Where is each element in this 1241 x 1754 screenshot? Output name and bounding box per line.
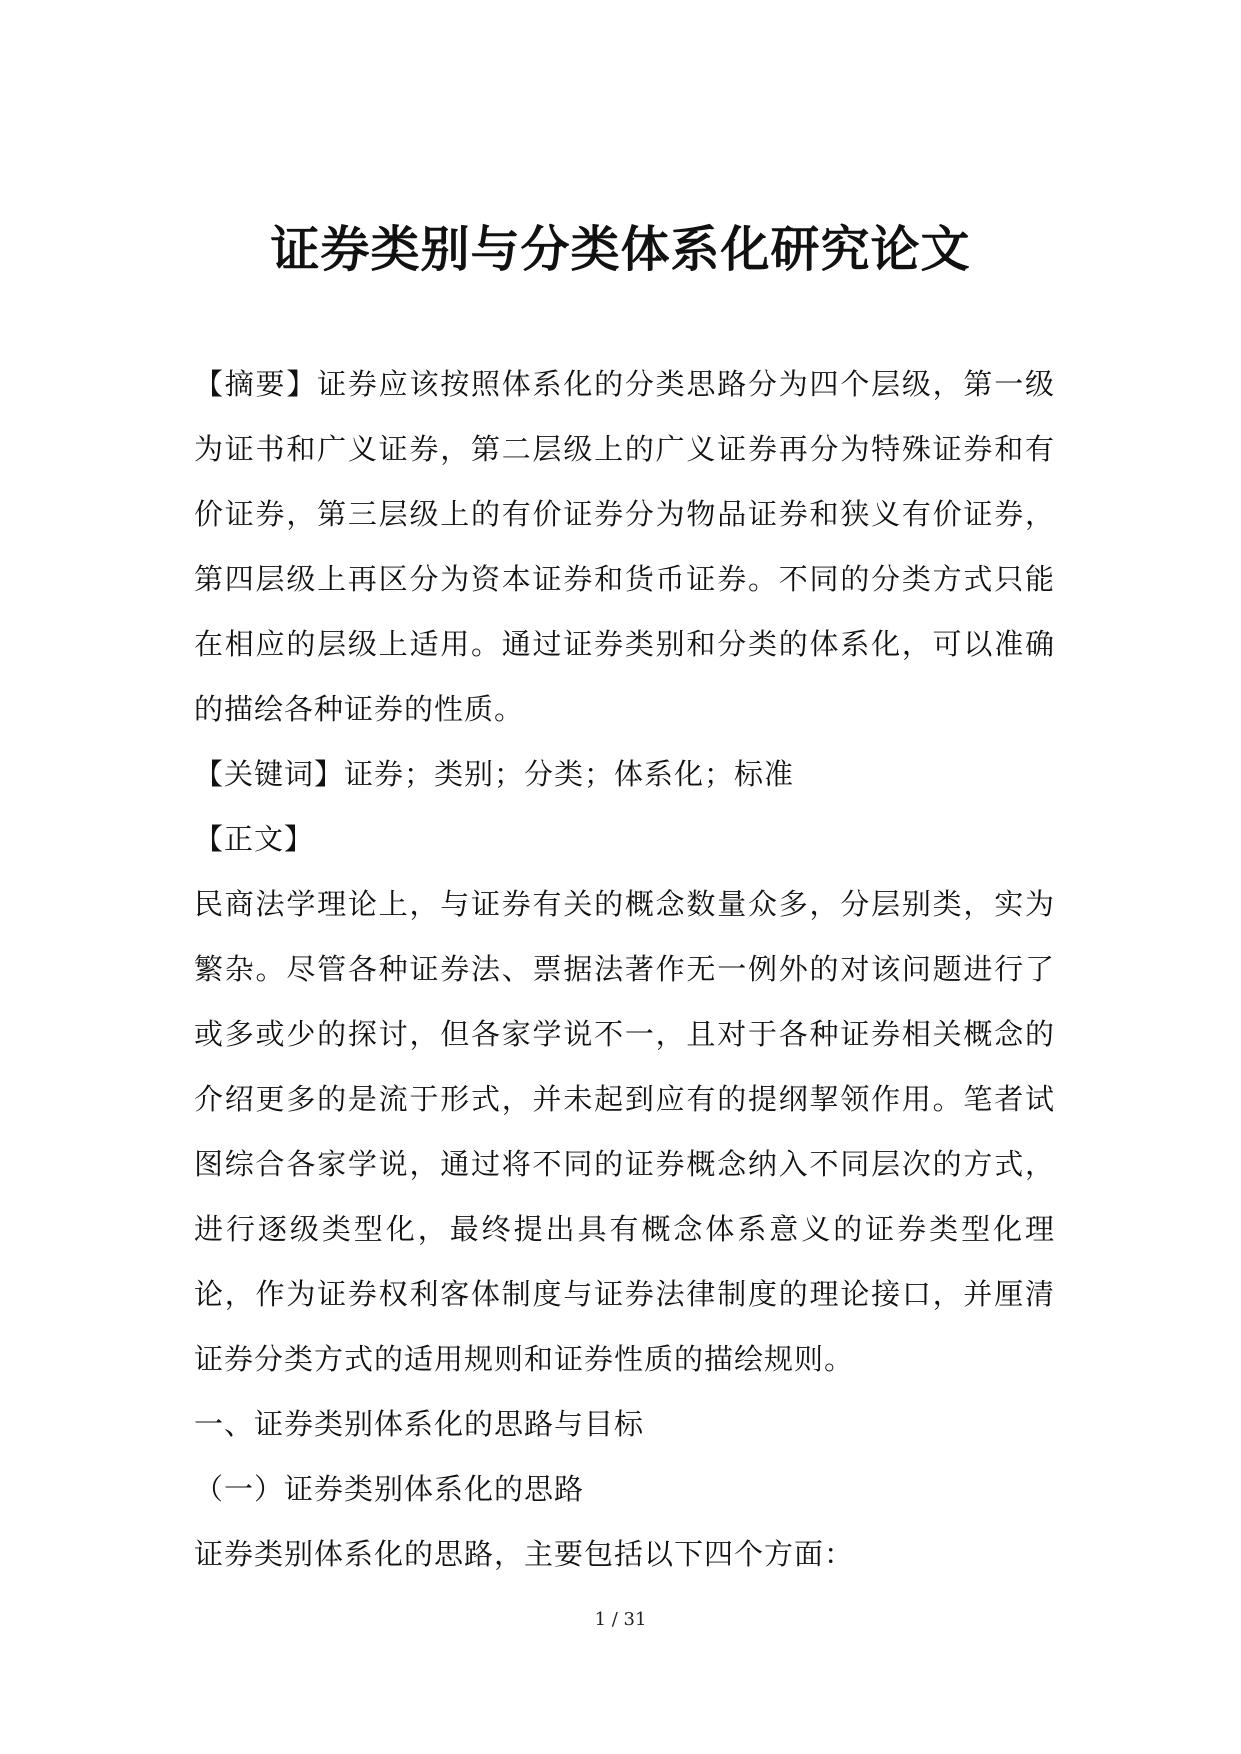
page-number: 1 / 31 — [594, 1609, 647, 1630]
subsection-heading: （一）证券类别体系化的思路 — [194, 1472, 585, 1506]
abstract-paragraph: 【摘要】证券应该按照体系化的分类思路分为四个层级，第一级为证书和广义证券，第二层级上的广义证券再分为特殊证券和有价证券，第三层级上的有价证券分为物品证券和狭义有价证券，第四层级上再区分为资本证券和货币证券。不同的分类方式只能在相应的层级上适用。通过证券类别和分类的体系化，可以准确的描绘各种证券的性质。 — [194, 367, 1055, 726]
section-heading: 一、证券类别体系化的思路与目标 — [194, 1407, 645, 1441]
keywords-line: 【关键词】证券；类别；分类；体系化；标准 — [194, 757, 795, 791]
intro-paragraph: 民商法学理论上，与证券有关的概念数量众多，分层别类，实为繁杂。尽管各种证券法、票据法著作无一例外的对该问题进行了或多或少的探讨，但各家学说不一，且对于各种证券相关概念的介绍更多的是流于形式，并未起到应有的提纲挈领作用。笔者试图综合各家学说，通过将不同的证券概念纳入不同层次的方式，进行逐级类型化，最终提出具有概念体系意义的证券类型化理论，作为证券权利客体制度与证券法律制度的理论接口，并厘清证券分类方式的适用规则和证券性质的描绘规则。 — [194, 887, 1055, 1376]
lead-sentence: 证券类别体系化的思路，主要包括以下四个方面： — [194, 1537, 855, 1571]
body-label: 【正文】 — [194, 822, 315, 856]
document-body — [194, 352, 1055, 1587]
document-title: 证券类别与分类体系化研究论文 — [270, 221, 971, 278]
